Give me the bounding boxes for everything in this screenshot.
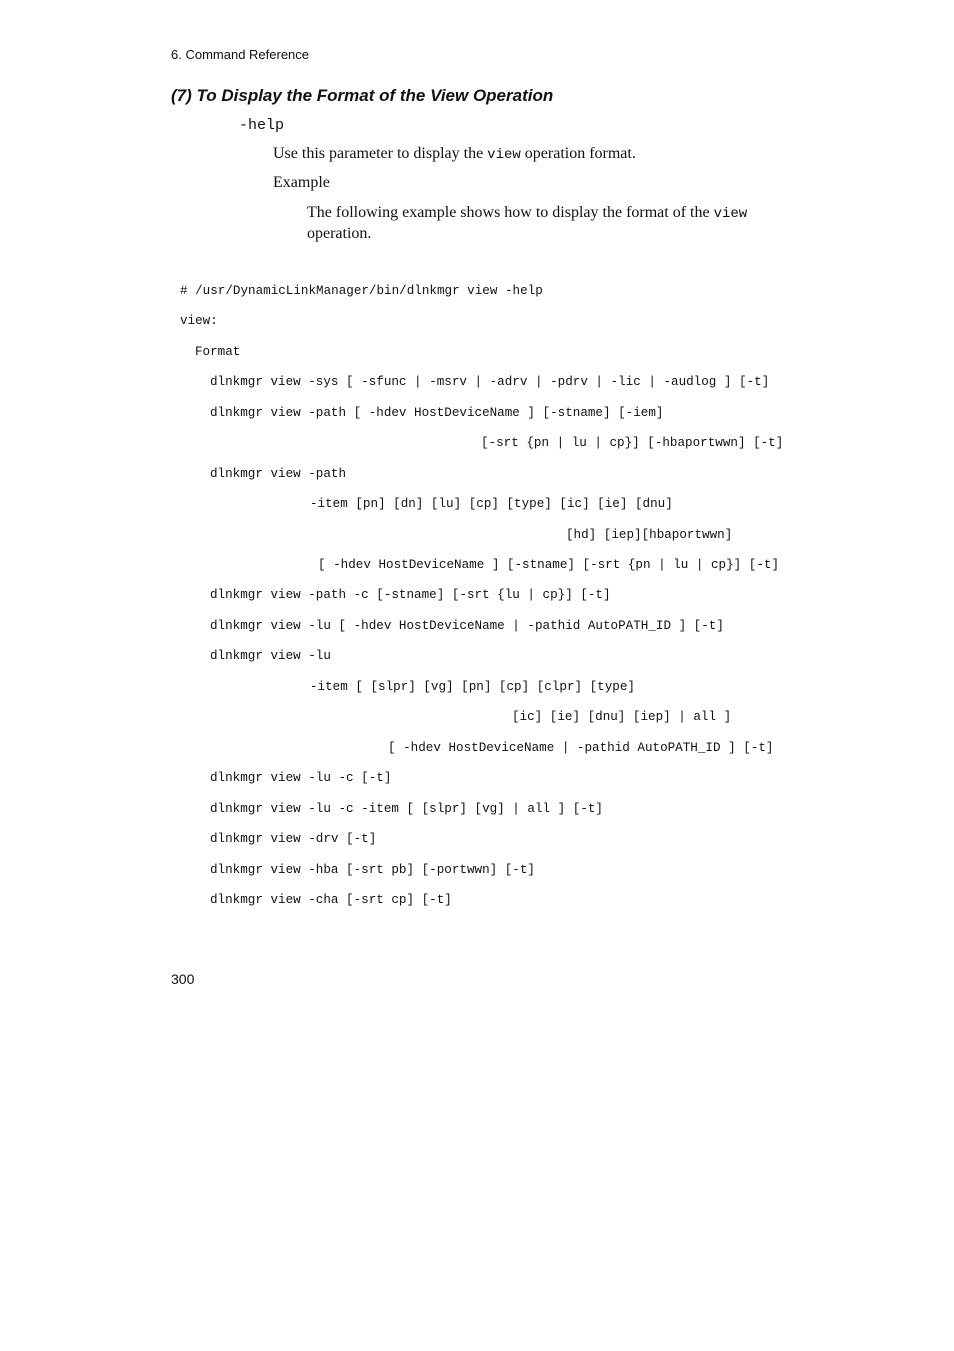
code-line: -item [ [slpr] [vg] [pn] [cp] [clpr] [type]	[310, 680, 635, 694]
code-line: dlnkmgr view -hba [-srt pb] [-portwwn] [-t]	[210, 863, 535, 877]
code-line: dlnkmgr view -path	[210, 467, 347, 481]
code-line: [hd] [iep][hbaportwwn]	[566, 528, 733, 542]
code-line: dlnkmgr view -lu -c -item [ [slpr] [vg] | all ] [-t]	[210, 802, 603, 816]
example-description-code: view	[713, 206, 748, 222]
code-line: dlnkmgr view -lu [ -hdev HostDeviceName | -pathid AutoPATH_ID ] [-t]	[210, 619, 724, 633]
code-line: [ -hdev HostDeviceName ] [-stname] [-srt {pn | lu | cp}] [-t]	[318, 558, 780, 572]
code-line: [-srt {pn | lu | cp}] [-hbaportwwn] [-t]	[481, 436, 784, 450]
section-title: (7) To Display the Format of the View Operation	[171, 86, 554, 105]
code-line: dlnkmgr view -sys [ -sfunc | -msrv | -adrv | -pdrv | -lic | -audlog ] [-t]	[210, 375, 770, 389]
code-line: dlnkmgr view -lu -c [-t]	[210, 771, 392, 785]
example-description-text: The following example shows how to display the format of the	[307, 204, 714, 221]
code-line: dlnkmgr view -path [ -hdev HostDeviceName ] [-stname] [-iem]	[210, 406, 664, 420]
code-line: dlnkmgr view -lu	[210, 649, 331, 663]
code-line: view:	[180, 314, 218, 328]
code-line: [ic] [ie] [dnu] [iep] | all ]	[512, 710, 732, 724]
code-line: dlnkmgr view -cha [-srt cp] [-t]	[210, 893, 452, 907]
example-label: Example	[273, 174, 330, 191]
parameter-description	[273, 145, 636, 163]
code-line: dlnkmgr view -path -c [-stname] [-srt {lu | cp}] [-t]	[210, 588, 611, 602]
running-header: 6. Command Reference	[171, 47, 310, 62]
page-number: 300	[171, 971, 195, 987]
code-line: [ -hdev HostDeviceName | -pathid AutoPATH_ID ] [-t]	[388, 741, 774, 755]
code-line: -item [pn] [dn] [lu] [cp] [type] [ic] [ie] [dnu]	[310, 497, 673, 511]
code-line: dlnkmgr view -drv [-t]	[210, 832, 377, 846]
parameter-description-code: view	[487, 147, 521, 163]
parameter-description-text: Use this parameter to display the	[273, 145, 488, 162]
example-description	[307, 203, 807, 243]
code-line: # /usr/DynamicLinkManager/bin/dlnkmgr view -help	[180, 284, 543, 298]
parameter-name: -help	[239, 117, 285, 134]
parameter-description-tail: operation format.	[520, 145, 636, 162]
code-line: Format	[195, 345, 241, 359]
example-description-tail: operation.	[307, 225, 372, 242]
